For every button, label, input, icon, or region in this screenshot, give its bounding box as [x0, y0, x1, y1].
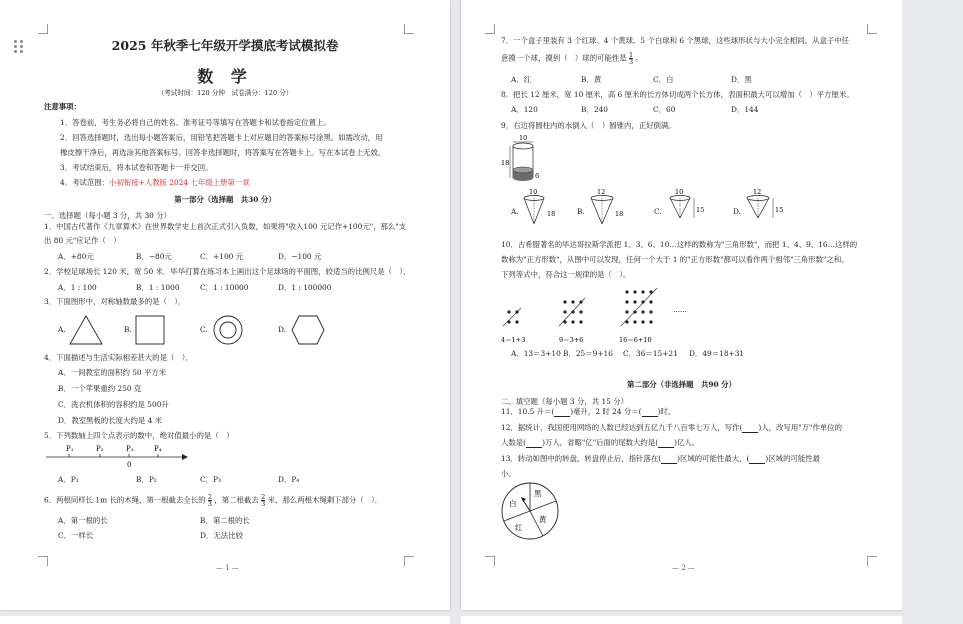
- q2-option-b: B．1 : 1000: [136, 283, 180, 292]
- q12-text-a: 12．据统计，我国使用网络的人数已经达到五亿九千八百零七万人，写作(: [501, 423, 743, 432]
- cone-side-label: 15: [775, 206, 784, 214]
- question-10-line1: 10．古希腊著名的毕达哥拉斯学派把 1、3、6、10…这样的数称为"三角形数"，而把 1、4、9、16…这样的: [501, 240, 858, 249]
- point-p4: P₄: [154, 445, 162, 453]
- q3-label-d: D.: [278, 325, 287, 334]
- q6-text-b: ，第二根截去: [214, 495, 259, 505]
- q3-label-a: A.: [58, 325, 66, 334]
- q5-option-c: C．P₃: [200, 475, 221, 484]
- cone-side-label: 18: [615, 210, 624, 218]
- fraction: [629, 52, 633, 65]
- fraction-numerator: 1: [629, 51, 634, 59]
- fraction-numerator: 2: [207, 493, 213, 501]
- q12-text-b: )人，改写用"万"作单位的: [758, 423, 842, 432]
- next-page-edge: [0, 616, 450, 624]
- q10-option-b: B．25＝9+16: [563, 349, 613, 358]
- q6-option-b: B．第二根的长: [200, 516, 250, 525]
- q10-option-c: C．36＝15+21: [623, 349, 678, 358]
- q8-option-b: B．240: [581, 105, 608, 114]
- cone-top-label: 10: [529, 188, 538, 196]
- note-item: [60, 178, 250, 188]
- answer-blank[interactable]: [661, 456, 677, 464]
- cylinder-height-label: 18: [501, 159, 510, 167]
- cone-side-label: 18: [547, 210, 556, 218]
- q7-option-c: C．白: [653, 75, 674, 84]
- q13-text-b: )区域的可能性最大，(: [677, 454, 750, 463]
- answer-blank[interactable]: [749, 456, 765, 464]
- fraction-denominator: 3: [261, 500, 266, 508]
- triangle-figure: [68, 314, 104, 346]
- cone-top-label: 12: [597, 188, 606, 196]
- notes-heading: 注意事项：: [44, 102, 81, 111]
- answer-blank[interactable]: [642, 409, 658, 417]
- hexagon-figure: [290, 314, 326, 346]
- q5-option-b: B．P₂: [136, 475, 157, 484]
- part2-heading: 第二部分（非选择题 共90 分）: [627, 380, 736, 389]
- q1-option-d: D．−100 元: [278, 252, 322, 261]
- question-6: [44, 494, 382, 507]
- number-line-figure: [44, 442, 194, 470]
- q7-option-b: B．黄: [581, 75, 602, 84]
- exam-page-1: [0, 0, 450, 610]
- cylinder-diameter-label: 10: [519, 134, 528, 142]
- note-item: 橡皮擦干净后，再选涂其他答案标号。回答非选择题时，将答案写在答题卡上。写在本试卷上无效。: [60, 148, 386, 157]
- q7-option-a: A．红: [511, 75, 532, 84]
- question-2: 2．学校足球场长 120 米，宽 50 米．毕华打算在练习本上画出这个足球场的平面图，较适当的比例尺是（ ）．: [44, 267, 411, 276]
- q11-text-b: )毫升，2 时 24 分＝(: [570, 407, 642, 416]
- note-scope-value: 小初衔接+人教版 2024 七年级上册第一章: [109, 178, 250, 187]
- q9-option-b: B.: [577, 207, 585, 216]
- fraction: [261, 494, 265, 507]
- note-scope-label: 4．考试范围：: [60, 178, 110, 187]
- fraction-denominator: 3: [629, 58, 634, 66]
- exam-info: （考试时间：120 分钟 试卷满分：120 分）: [157, 89, 293, 97]
- q1-option-a: A．+80元: [58, 252, 94, 261]
- q3-label-b: B.: [124, 325, 132, 334]
- crop-mark: [38, 556, 48, 566]
- spinner-label-black: 黑: [534, 489, 542, 498]
- point-p1: P₁: [66, 445, 74, 453]
- q11-text-a: 11．10.5 升＝(: [501, 407, 555, 416]
- point-p3: P₃: [126, 445, 134, 453]
- part1-heading: 第一部分（选择题 共30 分）: [174, 195, 276, 204]
- crop-mark: [404, 24, 414, 34]
- ellipsis-label: ……: [673, 306, 687, 314]
- spinner-label-red: 红: [515, 523, 523, 532]
- question-12-line2: [501, 438, 699, 448]
- answer-blank[interactable]: [658, 440, 674, 448]
- cone-top-label: 12: [753, 188, 762, 196]
- exam-title: 2025 年秋季七年级开学摸底考试模拟卷: [111, 38, 339, 53]
- question-10-line3: 下列等式中，符合这一规律的是（ ）。: [501, 270, 631, 279]
- crop-mark: [485, 556, 495, 566]
- crop-mark: [404, 556, 414, 566]
- question-4: 4．下面描述与生活实际相差甚大的是（ ）．: [44, 353, 193, 362]
- water-height-label: 6: [535, 172, 540, 180]
- spinner-label-white: 白: [509, 499, 517, 508]
- question-1-line2: 出 80 元"应记作（ ）: [44, 236, 121, 245]
- answer-blank[interactable]: [742, 425, 758, 433]
- q1-option-c: C．+100 元: [200, 252, 244, 261]
- question-8: 8．把长 12 厘米，宽 10 厘米，高 6 厘米的长方体切成两个长方体，表面积最大可以增加（ ）平方厘米。: [501, 90, 854, 99]
- q6-option-d: D．无法比较: [200, 531, 243, 540]
- viewer-background: [902, 0, 963, 624]
- q4-option-b: B．一个苹果重约 250 克: [58, 384, 142, 393]
- q8-option-d: D．144: [731, 105, 759, 114]
- cone-top-label: 10: [675, 188, 684, 196]
- q9-option-a: A.: [511, 207, 519, 216]
- q9-option-c: C.: [654, 207, 662, 216]
- q11-text-c: )时。: [657, 407, 676, 416]
- question-11: [501, 407, 675, 417]
- q1-option-b: B．−80元: [136, 252, 172, 261]
- question-9: 9．右边将圆柱内的水倒入（ ）圆锥内，正好倒满。: [501, 121, 676, 130]
- note-item: 1．答卷前，考生务必将自己的姓名、准考证号等填写在答题卡和试卷指定位置上。: [60, 118, 331, 127]
- dot-pattern-figure: [501, 284, 721, 346]
- q8-option-a: A．120: [511, 105, 538, 114]
- q6-option-a: A．第一根的长: [58, 516, 108, 525]
- caption-16: 16＝6+10: [619, 336, 652, 344]
- question-13-line2: 小。: [501, 469, 516, 478]
- q3-label-c: C.: [200, 325, 208, 334]
- spinner-figure: [499, 480, 563, 544]
- question-12-line1: [501, 423, 842, 433]
- next-page-edge: [461, 616, 902, 624]
- q4-option-d: D．教室黑板的长度大约是 4 米: [58, 416, 163, 425]
- q2-option-c: C．1 : 10000: [200, 283, 249, 292]
- q10-option-a: A．13＝3+10: [511, 349, 561, 358]
- note-item: 2．回答选择题时，选出每小题答案后，用铅笔把答题卡上对应题目的答案标号涂黑。如需改动，用: [60, 133, 383, 142]
- q7-option-d: D．黑: [731, 75, 752, 84]
- zero-label: 0: [127, 461, 132, 469]
- question-1-line1: 1．中国古代著作《九章算术》在世界数学史上首次正式引入负数，如果将"收入100 元记作+100元"，那么"支: [44, 222, 407, 231]
- page-number: — 1 —: [216, 564, 239, 572]
- cylinder-figure: [501, 132, 551, 188]
- q9-option-d: D.: [733, 207, 742, 216]
- point-p2: P₂: [96, 445, 104, 453]
- cone-figure-d: [743, 188, 787, 228]
- q7-text-a: 意摸一个球，摸到（ ）球的可能性是: [501, 53, 627, 63]
- crop-mark: [867, 556, 877, 566]
- q12-text-e: )亿人。: [674, 438, 700, 447]
- q12-text-d: )万人，省略"亿"后面的尾数大约是(: [542, 438, 659, 447]
- subject-title: 数 学: [197, 67, 253, 86]
- section1-heading: 一、选择题（每小题 3 分，共 30 分）: [44, 211, 171, 220]
- q13-text-c: )区域的可能性最: [765, 454, 821, 463]
- q12-text-c: 人数是(: [501, 438, 527, 447]
- answer-blank[interactable]: [554, 409, 570, 417]
- cone-side-label: 15: [696, 206, 705, 214]
- q8-option-c: C．60: [653, 105, 676, 114]
- q2-option-d: D．1 : 100000: [278, 283, 332, 292]
- spinner-label-yellow: 黄: [539, 515, 547, 524]
- q6-option-c: C．一样长: [58, 531, 94, 540]
- cone-figure-b: [587, 188, 627, 228]
- q5-option-d: D．P₄: [278, 475, 300, 484]
- question-13-line1: [501, 454, 820, 464]
- caption-9: 9＝3+6: [559, 336, 584, 344]
- caption-4: 4＝1+3: [501, 336, 526, 344]
- answer-blank[interactable]: [526, 440, 542, 448]
- page-number: — 2 —: [672, 564, 695, 572]
- concentric-circles-figure: [212, 314, 246, 346]
- exam-page-2: [461, 0, 902, 610]
- question-7-line1: 7．一个盒子里装有 3 个红球、4 个黄球、5 个白球和 6 个黑球，这些球形状与大小完全相同。从盒子中任: [501, 36, 850, 45]
- q6-text-a: 6．两根同样长 1m 长的木绳，第一根截去全长的: [44, 495, 206, 505]
- question-7-line2: [501, 52, 643, 65]
- question-5: 5．下列数轴上四个点表示的数中，绝对值最小的是（ ）: [44, 431, 234, 440]
- cone-figure-a: [519, 188, 559, 228]
- note-item: 3．考试结束后，将本试卷和答题卡一并交回。: [60, 163, 213, 172]
- section2-heading: 二、填空题（每小题 3 分，共 15 分）: [501, 397, 628, 406]
- fraction: [208, 494, 212, 507]
- q10-option-d: D．49＝18+31: [689, 349, 745, 358]
- q2-option-a: A．1 : 100: [58, 283, 97, 292]
- crop-mark: [867, 24, 877, 34]
- fraction-denominator: 3: [207, 500, 213, 508]
- q4-option-a: A．一间教室的面积约 50 平方米: [58, 368, 167, 377]
- question-3: 3．下面图形中，对称轴数最多的是（ ）．: [44, 297, 186, 306]
- fraction-numerator: 2: [261, 493, 266, 501]
- q13-text-a: 13．转动如图中的转盘，转盘停止后，指针落在(: [501, 454, 662, 463]
- question-10-line2: 数称为"正方形数"，从图中可以发现，任何一个大于 1 的"正方形数"都可以看作两个相邻"三角形数"之和。: [501, 255, 849, 264]
- square-figure: [134, 314, 168, 346]
- crop-mark: [485, 24, 495, 34]
- q5-option-a: A．P₁: [58, 475, 79, 484]
- q7-text-b: 。: [635, 53, 643, 63]
- q6-text-c: 米，那么两根木绳剩下部分（ ）．: [267, 495, 383, 505]
- q4-option-c: C．洗衣机体积的容积约是 500升: [58, 400, 169, 409]
- cone-figure-c: [665, 188, 709, 228]
- crop-mark: [38, 24, 48, 34]
